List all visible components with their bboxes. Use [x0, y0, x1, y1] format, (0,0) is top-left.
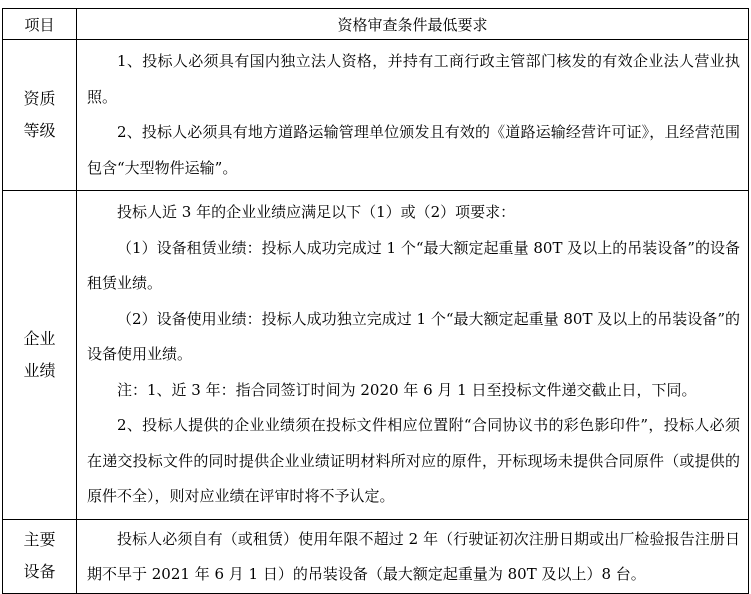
- row-label-equipment: [3, 519, 77, 593]
- header-requirements: 资格审查条件最低要求: [77, 9, 749, 40]
- row-label-line: 等级: [23, 121, 56, 140]
- row-content-performance: [77, 191, 749, 520]
- table-header-row: [3, 9, 749, 40]
- row-label-line: 业绩: [23, 360, 56, 380]
- requirement-paragraph: 投标人近 3 年的企业业绩应满足以下（1）或（2）项要求：: [117, 203, 516, 221]
- table-row: [3, 519, 749, 593]
- requirement-paragraph: （2）设备使用业绩：投标人成功独立完成过 1 个“最大额定起重量 80T 及以上的吊装设备”的设备使用业绩。: [87, 309, 740, 363]
- row-label-performance: [3, 191, 77, 520]
- table-row: [3, 40, 749, 191]
- requirement-paragraph: 1、投标人必须具有国内独立法人资格，并持有工商行政主管部门核发的有效企业法人营业执照。: [87, 52, 740, 106]
- requirement-paragraph: 投标人必须自有（或租赁）使用年限不超过 2 年（行驶证初次注册日期或出厂检验报告注册日期不早于 2021 年 6 月 1 日）的吊装设备（最大额定起重量为 80T 及以上）8 台。: [87, 529, 740, 583]
- requirement-paragraph: 注：1、近 3 年：指合同签订时间为 2020 年 6 月 1 日至投标文件递交截止日，下同。: [117, 380, 697, 399]
- row-label-line: 设备: [23, 562, 56, 581]
- row-content-equipment: [77, 519, 749, 593]
- requirement-paragraph: （1）设备租赁业绩：投标人成功完成过 1 个“最大额定起重量 80T 及以上的吊装设备”的设备租赁业绩。: [87, 238, 740, 292]
- row-label-line: 主要: [23, 530, 56, 549]
- row-content-qualification: [77, 40, 749, 191]
- row-label-line: 企业: [23, 328, 56, 348]
- row-label-qualification: [3, 40, 77, 191]
- requirement-paragraph: 2、投标人必须具有地方道路运输管理单位颁发且有效的《道路运输经营许可证》，且经营范围包含“大型物件运输”。: [87, 123, 740, 177]
- requirements-table: [2, 8, 749, 594]
- row-label-line: 资质: [23, 89, 56, 108]
- table-row: [3, 191, 749, 520]
- requirement-paragraph: 2、投标人提供的企业业绩须在投标文件相应位置附“合同协议书的彩色影印件”，投标人必须在递交投标文件的同时提供企业业绩证明材料所对应的原件，开标现场未提供合同原件（或提供的原件不全），则对应业绩在评审时将不予认定。: [87, 416, 740, 505]
- header-item: 项目: [3, 9, 77, 40]
